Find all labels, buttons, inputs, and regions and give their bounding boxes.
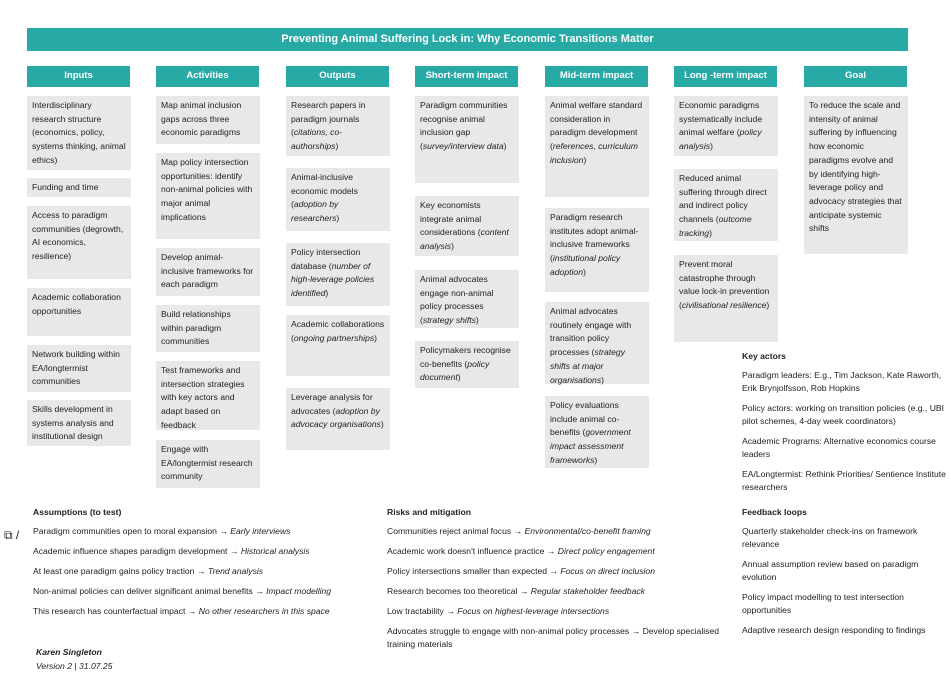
column-header-outputs: Outputs [286,66,389,87]
box-measure: adoption by advocacy organisations [291,405,381,430]
box-text: Build relationships within paradigm communities [161,309,231,347]
box-measure: policy document [420,358,490,383]
assumption-item-text: At least one paradigm gains policy traction → [33,566,208,576]
mid-term-impact-box: Policy evaluations include animal co-benefits (government impact assessment frameworks) [545,396,649,468]
box-text: Prevent moral catastrophe through value lock-in prevention ( [679,259,770,311]
risk-item-mitigation: Focus on highest-leverage intersections [457,606,610,616]
copilot-icon[interactable]: ⧉ / [4,528,20,542]
box-text: To reduce the scale and intensity of animal suffering by influencing how economic paradigms evolve and by identifying high-leverage policy and advocacy strategies that anticipate systemic shifts [809,100,902,234]
risk-item-text: Research becomes too theoretical → [387,586,531,596]
outputs-box: Leverage analysis for advocates (adoption by advocacy organisations) [286,388,390,450]
risks-section [387,506,727,658]
inputs-box [27,206,131,279]
risk-item [387,625,727,651]
assumption-item-text: Academic influence shapes paradigm development → [33,546,241,556]
outputs-box: Research papers in paradigm journals (citations, co-authorships) [286,96,390,156]
long-term-impact-box: Prevent moral catastrophe through value lock-in prevention (civilisational resilience) [674,255,778,342]
assumptions-section [33,506,383,625]
box-text: Interdisciplinary research structure (economics, policy, systems thinking, animal ethics) [32,100,126,165]
box-text: Develop animal-inclusive frameworks for each paradigm [161,252,254,290]
version: Version 2 | 31.07.25 [36,661,113,671]
risk-item-mitigation: Regular stakeholder feedback [530,586,645,596]
activities-box [156,440,260,488]
mid-term-impact-box: Animal welfare standard consideration in paradigm development (references, curriculum inclusion) [545,96,649,197]
risk-item [387,565,727,578]
assumption-item [33,605,383,618]
box-measure: civilisational resilience [681,300,767,311]
risk-item [387,525,727,538]
box-text: Policy intersection database ( [291,247,361,271]
activities-box [156,361,260,430]
assumption-item [33,565,383,578]
outputs-box: Animal-inclusive economic models (adoption by researchers) [286,168,390,231]
box-text: Skills development in systems analysis and institutional design [32,404,114,442]
column-header-activities: Activities [156,66,259,87]
risk-item-text: Policy intersections smaller than expected → [387,566,561,576]
inputs-box [27,345,131,392]
risk-item-mitigation: Environmental/co-benefit framing [524,526,651,536]
feedback-section [742,506,947,644]
goal-box [804,96,908,254]
risks-title: Risks and mitigation [387,507,472,517]
box-text: Animal advocates engage non-animal policy processes ( [420,274,494,326]
column-header-goal: Goal [804,66,907,87]
column-header-short-term-impact: Short-term impact [415,66,518,87]
box-text: Paradigm communities recognise animal inclusion gap ( [420,100,508,152]
box-measure: citations, co-authorships [291,127,343,152]
box-measure: adoption by researchers [291,199,339,224]
key-actor: Policy actors: working on transition policies (e.g., UBI pilot schemes, 4-day week coordinators) [742,403,945,426]
risk-item-text: Communities reject animal focus → [387,526,525,536]
short-term-impact-box: Paradigm communities recognise animal inclusion gap (survey/interview data) [415,96,519,183]
short-term-impact-box: Policymakers recognise co-benefits (policy document) [415,341,519,388]
inputs-box [27,178,131,197]
short-term-impact-box: Key economists integrate animal considerations (content analysis) [415,196,519,256]
box-measure: institutional policy adoption [550,253,621,277]
box-text: Reduced animal suffering through direct and indirect policy channels ( [679,173,767,225]
assumption-item-text: This research has counterfactual impact → [33,606,199,616]
feedback-title: Feedback loops [742,507,807,517]
box-measure: ongoing partnerships [293,332,375,343]
mid-term-impact-box: Animal advocates routinely engage with transition policy processes (strategy shifts at major organisations) [545,302,649,384]
box-text: Funding and time [32,182,99,192]
short-term-impact-box: Animal advocates engage non-animal policy processes (strategy shifts) [415,270,519,328]
risk-item-mitigation: Direct policy engagement [557,546,655,556]
page-title: Preventing Animal Suffering Lock in: Why Economic Transitions Matter [27,28,908,51]
outputs-box: Policy intersection database (number of high-leverage policies identified) [286,243,390,306]
risk-item [387,605,727,618]
box-measure: policy analysis [679,127,762,152]
box-text: Paradigm research institutes adopt animal-inclusive frameworks ( [550,212,639,264]
mid-term-impact-box: Paradigm research institutes adopt animal-inclusive frameworks (institutional policy adoption) [545,208,649,292]
assumption-item [33,585,383,598]
box-text: Map animal inclusion gaps across three economic paradigms [161,100,242,138]
box-text: Network building within EA/longtermist communities [32,349,120,387]
box-text: Animal welfare standard consideration in paradigm development ( [550,100,643,152]
activities-box [156,305,260,352]
box-text: Policy evaluations include animal co-benefits ( [550,400,620,438]
box-measure: government impact assessment frameworks [550,427,631,465]
feedback-item: Annual assumption review based on paradigm evolution [742,559,919,582]
box-text: Leverage analysis for advocates ( [291,392,373,416]
risk-item-mitigation: Focus on direct inclusion [560,566,655,576]
key-actor: Paradigm leaders: E.g., Tim Jackson, Kate Raworth, Erik Brynjolfsson, Rob Hopkins [742,370,942,393]
feedback-item: Quarterly stakeholder check-ins on framework relevance [742,526,918,549]
box-text: Economic paradigms systematically include animal welfare ( [679,100,763,138]
long-term-impact-box: Economic paradigms systematically include animal welfare (policy analysis) [674,96,778,156]
box-text: Test frameworks and intersection strategies with key actors and adapt based on feedback [161,365,245,430]
box-text: Key economists integrate animal considerations ( [420,200,482,238]
box-text: Animal-inclusive economic models ( [291,172,358,210]
inputs-box [27,400,131,446]
assumption-item-text: Non-animal policies can deliver significant animal benefits → [33,586,267,596]
assumption-item-text: Paradigm communities open to moral expansion → [33,526,231,536]
column-header-inputs: Inputs [27,66,130,87]
activities-box [156,153,260,239]
risk-item-text: Low tractability → [387,606,458,616]
box-measure: outcome tracking [679,214,752,238]
author: Karen Singleton [36,647,102,657]
assumptions-title: Assumptions (to test) [33,507,122,517]
box-text: Academic collaborations ( [291,319,385,343]
risk-item [387,545,727,558]
box-text: Academic collaboration opportunities [32,292,121,316]
box-measure: content analysis [420,227,509,252]
outputs-box: Academic collaborations (ongoing partnerships) [286,315,390,376]
inputs-box [27,96,131,170]
key-actor: EA/Longtermist: Rethink Priorities/ Sentience Institute researchers [742,469,946,492]
box-measure: references, curriculum inclusion [550,141,638,165]
risk-item [387,585,727,598]
assumption-item-mitigation: Historical analysis [240,546,310,556]
box-text: Map policy intersection opportunities: identify non-animal policies with major animal implications [161,157,253,222]
box-text: Animal advocates routinely engage with transition policy processes ( [550,306,632,358]
long-term-impact-box: Reduced animal suffering through direct and indirect policy channels (outcome tracking) [674,169,778,241]
key-actors-title: Key actors [742,351,786,361]
inputs-box [27,288,131,336]
box-measure: strategy shifts [422,315,476,326]
box-text: Policymakers recognise co-benefits ( [420,345,511,369]
feedback-item: Adaptive research design responding to findings [742,625,926,635]
feedback-item: Policy impact modelling to test intersection opportunities [742,592,904,615]
column-header-long-term-impact: Long -term impact [674,66,777,87]
assumption-item-mitigation: Trend analysis [207,566,264,576]
box-text: Access to paradigm communities (degrowth, AI economics, resilience) [32,210,124,262]
assumption-item [33,545,383,558]
box-text: Engage with EA/longtermist research community [161,444,253,482]
assumption-item-mitigation: Impact modelling [266,586,332,596]
box-text: Research papers in paradigm journals ( [291,100,366,138]
activities-box [156,96,260,144]
activities-box [156,248,260,296]
assumption-item [33,525,383,538]
box-measure: survey/interview data [422,141,504,152]
risk-item-text: Advocates struggle to engage with non-animal policy processes → Develop specialised training materials [387,626,719,649]
column-header-mid-term-impact: Mid-term impact [545,66,648,87]
key-actors-section [742,350,947,501]
box-measure: strategy shifts at major organisations [550,347,625,385]
assumption-item-mitigation: No other researchers in this space [198,606,330,616]
assumption-item-mitigation: Early interviews [230,526,291,536]
risk-item-text: Academic work doesn't influence practice → [387,546,558,556]
key-actor: Academic Programs: Alternative economics course leaders [742,436,936,459]
box-measure: number of high-leverage policies identified [291,260,375,299]
